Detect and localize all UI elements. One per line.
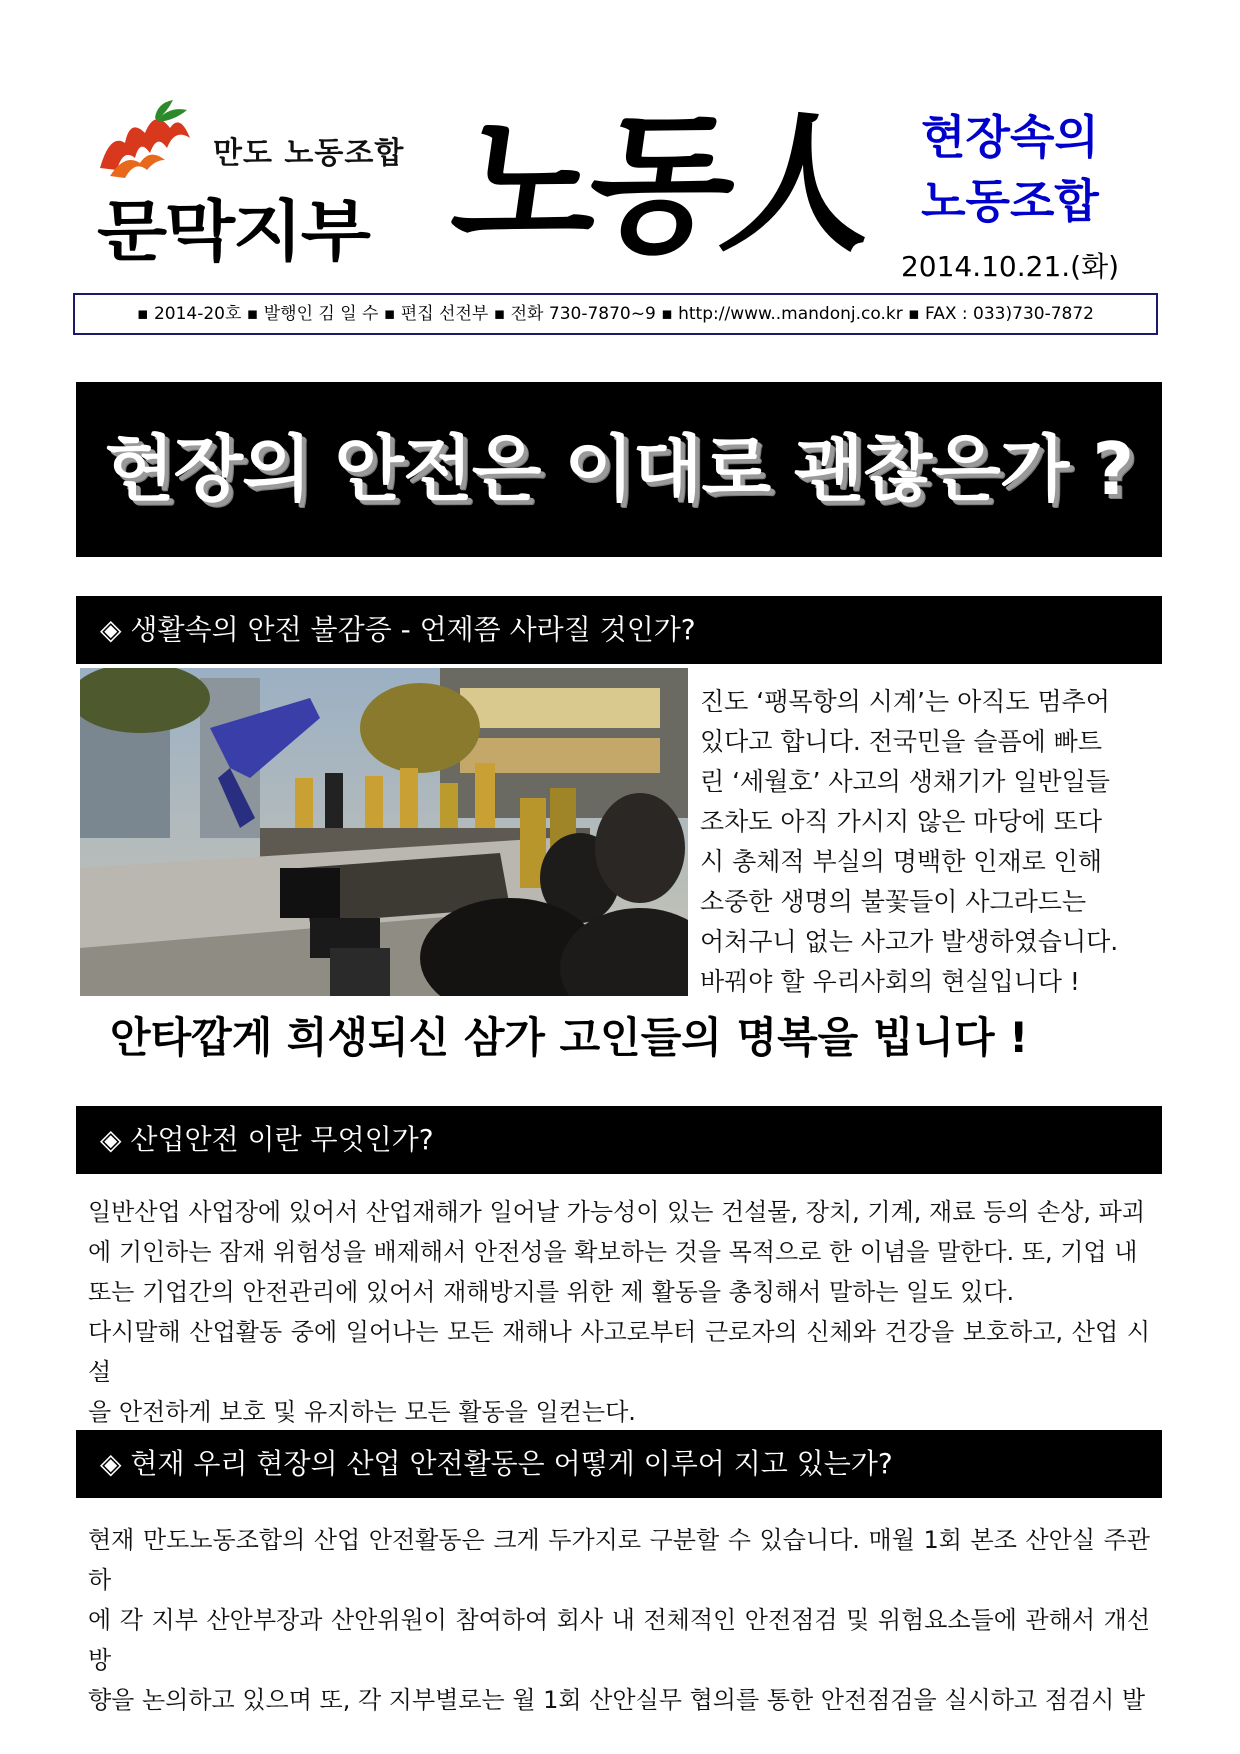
slogan-line-2: 노동조합 bbox=[921, 174, 1099, 228]
article-line: 에 각 지부 산안부장과 산안위원이 참여하여 회사 내 전체적인 안전점검 및 위험요소들에 관해서 개선방 bbox=[88, 1606, 1150, 1674]
article-line: 린 ‘세월호’ 사고의 생채기가 일반일들 bbox=[700, 767, 1110, 796]
article-line: 있다고 합니다. 전국민을 슬픔에 빠트 bbox=[700, 727, 1102, 756]
article-2-text bbox=[88, 1192, 1150, 1432]
section-heading-2: ◈ 산업안전 이란 무엇인가? bbox=[76, 1106, 1162, 1174]
article-line: 다시말해 산업활동 중에 일어나는 모든 재해나 사고로부터 근로자의 신체와 건강을 보호하고, 산업 시설 bbox=[88, 1318, 1150, 1386]
article-line: 을 안전하게 보호 및 유지하는 모든 활동을 일컫는다. bbox=[88, 1398, 636, 1426]
article-line: 시 총체적 부실의 명백한 인재로 인해 bbox=[700, 847, 1102, 876]
article-1-text bbox=[700, 682, 1145, 1002]
section-heading-3: ◈ 현재 우리 현장의 산업 안전활동은 어떻게 이루어 지고 있는가? bbox=[76, 1430, 1162, 1498]
slogan-line-1: 현장속의 bbox=[921, 110, 1099, 164]
article-line: 소중한 생명의 불꽃들이 사그라드는 bbox=[700, 887, 1087, 916]
article-line: 현재 만도노동조합의 산업 안전활동은 크게 두가지로 구분할 수 있습니다. 매월 1회 본조 산안실 주관하 bbox=[88, 1526, 1150, 1594]
article-3-text bbox=[88, 1520, 1150, 1720]
article-line: 일반산업 사업장에 있어서 산업재해가 일어날 가능성이 있는 건설물, 장치, 기계, 재료 등의 손상, 파괴 bbox=[88, 1198, 1146, 1226]
article-line: 바꿔야 할 우리사회의 현실입니다 ! bbox=[700, 967, 1080, 996]
article-line: 또는 기업간의 안전관리에 있어서 재해방지를 위한 제 활동을 총칭해서 말하는 일도 있다. bbox=[88, 1278, 1015, 1306]
article-line: 어처구니 없는 사고가 발생하였습니다. bbox=[700, 927, 1119, 956]
logo-title: 문막지부 bbox=[97, 192, 369, 270]
headline-banner bbox=[76, 382, 1162, 557]
headline-text: 현장의 안전은 이대로 괜찮은가 ? bbox=[104, 427, 1134, 511]
section-heading-1: ◈ 생활속의 안전 불감증 - 언제쯤 사라질 것인가? bbox=[76, 596, 1162, 664]
article-line: 조차도 아직 가시지 않은 마당에 또다 bbox=[700, 807, 1102, 836]
flame-icon bbox=[95, 98, 215, 188]
union-logo bbox=[95, 98, 405, 270]
slogan bbox=[880, 105, 1140, 233]
publication-info-bar: ▪ 2014-20호 ▪ 발행인 김 일 수 ▪ 편집 선전부 ▪ 전화 730-7870~9 ▪ http://www..mandonj.co.kr ▪ FAX : 033)730-7872 bbox=[73, 293, 1158, 335]
accident-photo bbox=[80, 668, 688, 996]
photo-illustration bbox=[80, 668, 688, 996]
condolence-message: 안타깝게 희생되신 삼가 고인들의 명복을 빕니다 ! bbox=[110, 1013, 1029, 1062]
logo-subtitle: 만도 노동조합 bbox=[213, 136, 405, 171]
article-line: 진도 ‘팽목항의 시계’는 아직도 멈추어 bbox=[700, 687, 1110, 716]
issue-date: 2014.10.21.(화) bbox=[900, 250, 1120, 283]
article-line: 에 기인하는 잠재 위험성을 배제해서 안전성을 확보하는 것을 목적으로 한 이념을 말한다. 또, 기업 내 bbox=[88, 1238, 1138, 1266]
article-line: 향을 논의하고 있으며 또, 각 지부별로는 월 1회 산안실무 협의를 통한 안전점검을 실시하고 점검시 발 bbox=[88, 1686, 1146, 1714]
newsletter-title: 노동人 bbox=[442, 97, 878, 273]
